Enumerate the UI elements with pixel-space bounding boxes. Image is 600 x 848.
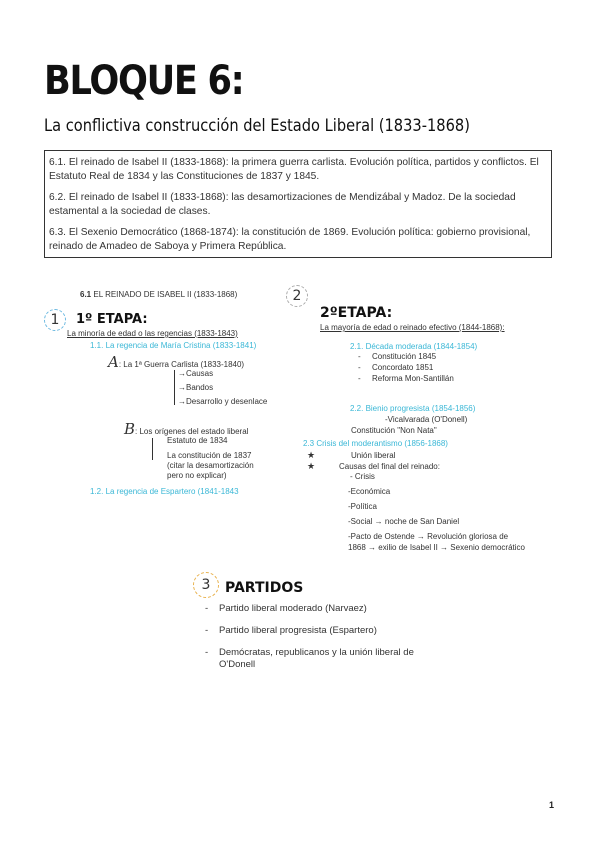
a-item-bandos: →Bandos xyxy=(178,383,214,392)
a-item-desarrollo: →Desarrollo y desenlace xyxy=(178,397,268,406)
regencia-espartero: 1.2. La regencia de Espartero (1841-1843 xyxy=(90,487,239,496)
page-number: 1 xyxy=(549,800,555,810)
crisis-causas: ★ Causas del final del reinado: xyxy=(307,461,440,472)
letter-b: B xyxy=(124,420,136,438)
etapa2-subtitle: La mayoría de edad o reinado efectivo (1844-1868): xyxy=(320,323,505,332)
b-item-estatuto: Estatuto de 1834 xyxy=(167,436,228,445)
index-item-6-1: 6.1. El reinado de Isabel II (1833-1868): la primera guerra carlista. Evolución política, partidos y conflictos. El Estatuto Real de 1834 y las Constituciones de 1837 y 1845. xyxy=(49,157,539,182)
index-item-6-2: 6.2. El reinado de Isabel II (1833-1868): las desamortizaciones de Mendizábal y Madoz. De la sociedad estamental a la sociedad de clases. xyxy=(49,192,516,217)
etapa2-title: 2ºETAPA: xyxy=(320,305,393,321)
page-title: BLOQUE 6: xyxy=(44,58,244,104)
etapa1-title: 1º ETAPA: xyxy=(76,312,148,327)
partidos-title: PARTIDOS xyxy=(225,580,304,596)
crisis-union-liberal: ★ Unión liberal xyxy=(307,450,395,461)
pacto-ostende-line1: -Pacto de Ostende → Revolución gloriosa de xyxy=(348,532,509,541)
bienio-progresista: 2.2. Bienio progresista (1854-1856) xyxy=(350,404,476,413)
partido-progresista: - Partido liberal progresista (Espartero) xyxy=(205,625,377,636)
partido-moderado: - Partido liberal moderado (Narvaez) xyxy=(205,603,367,614)
causa-economica: -Económica xyxy=(348,487,391,496)
causa-politica: -Política xyxy=(348,502,377,511)
circle-number-3: 3 xyxy=(193,572,219,598)
causa-social: -Social → noche de San Daniel xyxy=(348,517,460,526)
partido-democratas: - Demócratas, republicanos y la unión liberal de xyxy=(205,647,414,658)
b-item-note1: (citar la desamortización xyxy=(167,461,254,470)
decada-item-concordato: - Concordato 1851 xyxy=(358,363,433,372)
index-box xyxy=(44,150,552,258)
circle-number-2: 2 xyxy=(286,285,308,307)
circle-number-1: 1 xyxy=(44,309,66,331)
crisis-moderantismo: 2.3 Crisis del moderantismo (1856-1868) xyxy=(303,439,448,448)
item-a xyxy=(108,353,244,371)
section-label: EL REINADO DE ISABEL II (1833-1868) xyxy=(93,290,238,299)
partido-democratas-cont: O'Donell xyxy=(219,659,256,670)
item-a-label: : La 1ª Guerra Carlista (1833-1840) xyxy=(118,360,245,369)
decada-item-reforma: - Reforma Mon-Santillán xyxy=(358,374,454,383)
section-number: 6.1 xyxy=(80,290,92,299)
b-item-note2: pero no explicar) xyxy=(167,471,227,480)
causa-crisis: - Crisis xyxy=(350,472,375,481)
section-heading xyxy=(80,290,237,299)
bienio-vicalvarada: -Vicalvarada (O'Donell) xyxy=(385,415,468,424)
regencia-maria-cristina: 1.1. La regencia de María Cristina (1833-1841) xyxy=(90,341,257,350)
letter-a: A xyxy=(108,353,119,371)
a-item-causas: →Causas xyxy=(178,369,214,378)
bracket-b xyxy=(152,438,159,460)
pacto-ostende-line2: 1868 → exilio de Isabel II → Sexenio democrático xyxy=(348,543,525,552)
bienio-non-nata: Constitución "Non Nata" xyxy=(351,426,437,435)
page-subtitle: La conflictiva construcción del Estado Liberal (1833-1868) xyxy=(44,116,470,136)
b-item-constitucion: La constitución de 1837 xyxy=(167,451,252,460)
index-item-6-3: 6.3. El Sexenio Democrático (1868-1874): la constitución de 1869. Evolución política: gobierno provisional, reinado de Amadeo de Saboya y Primera República. xyxy=(49,227,531,252)
etapa1-subtitle: La minoría de edad o las regencias (1833-1843) xyxy=(67,329,238,338)
item-b-label: : Los orígenes del estado liberal xyxy=(135,427,249,436)
decada-item-constitucion: - Constitución 1845 xyxy=(358,352,436,361)
decada-moderada: 2.1. Década moderada (1844-1854) xyxy=(350,342,478,351)
